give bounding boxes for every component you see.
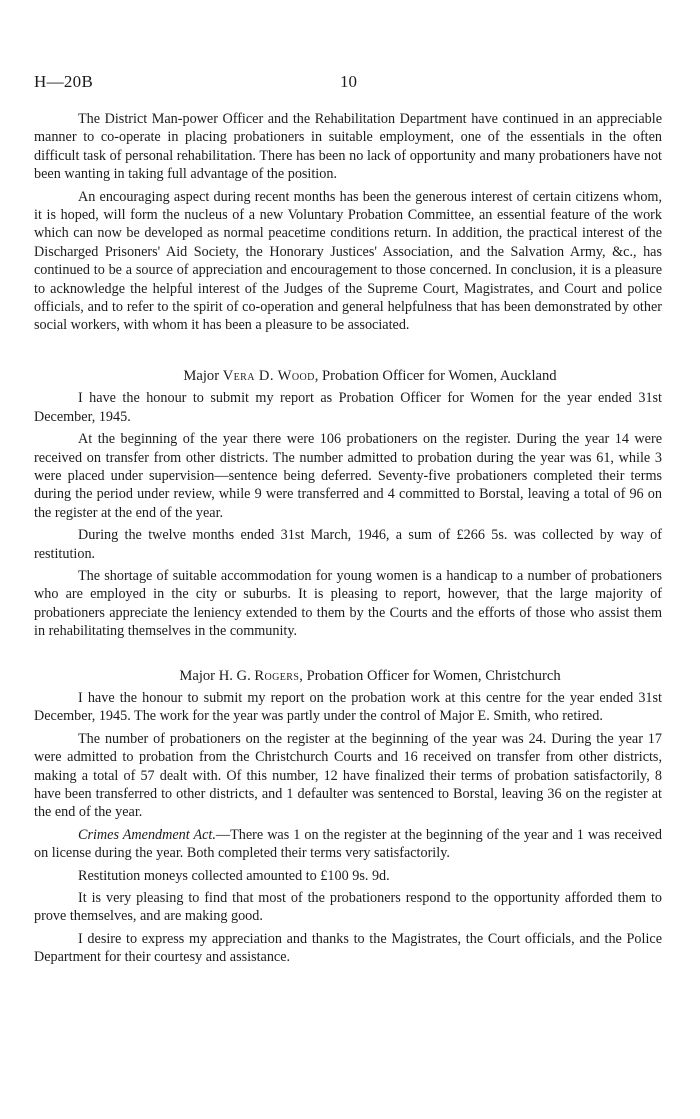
auckland-paragraph-2: At the beginning of the year there were 106 probationers on the register. During the year 14 were received on transfer from other districts. The number admitted to probation during the year was 61, while 3 were placed under supervision—sentence being deferred. Seventy-five probationers completed their terms during the period under review, while 9 were transferred and 4 committed to Borstal, leaving a total of 96 on the register at the end of the year. xyxy=(34,431,662,521)
christchurch-heading-suffix: , Probation Officer for Women, Christchurch xyxy=(299,667,561,684)
document-reference: H—20B xyxy=(34,72,94,91)
christchurch-officer-name: Rogers xyxy=(254,667,300,684)
christchurch-paragraph-3 xyxy=(34,826,662,863)
page-number: 10 xyxy=(340,72,357,91)
auckland-section-heading xyxy=(34,367,662,385)
christchurch-paragraph-1: I have the honour to submit my report on the probation work at this centre for the year ended 31st December, 1945. The work for the year was partly under the control of Major E. Smith, who retired. xyxy=(34,689,662,725)
christchurch-paragraph-6: I desire to express my appreciation and thanks to the Magistrates, the Court officials, and the Police Department for their courtesy and assistance. xyxy=(34,930,662,966)
auckland-paragraph-4: The shortage of suitable accommodation for young women is a handicap to a number of probationers who are employed in the city or suburbs. It is pleasing to report, however, that the large majority of probationers appreciate the leniency extended to them by the Courts and the efforts of those who assist them in rehabilitating themselves in the community. xyxy=(34,567,662,640)
intro-paragraph-2: An encouraging aspect during recent months has been the generous interest of certain citizens whom, it is hoped, will form the nucleus of a new Voluntary Probation Committee, an essential feature of the work which can now be developed as normal peacetime conditions return. In addition, the practical interest of the Discharged Prisoners' Aid Society, the Honorary Justices' Association, and the Salvation Army, &c., has continued to be a source of appreciation and encouragement to those concerned. In conclusion, it is a pleasure to acknowledge the helpful interest of the Judges of the Supreme Court, Magistrates, and Court and police officials, and to refer to the spirit of co-operation and general helpfulness that has been demonstrated by other social workers, with whom it has been a pleasure to be associated. xyxy=(34,188,662,334)
christchurch-paragraph-2: The number of probationers on the register at the beginning of the year was 24. During the year 17 were admitted to probation from the Christchurch Courts and 16 received on transfer from other districts, making a total of 57 dealt with. Of this number, 12 have finalized their terms of probation satisfactorily, 8 have been transferred to other districts, and 1 defaulter was sentenced to Borstal, leaving 36 on the register at the end of the year. xyxy=(34,730,662,821)
christchurch-section-heading xyxy=(34,667,662,685)
christchurch-paragraph-5: It is very pleasing to find that most of the probationers respond to the opportunity afforded them to prove themselves, and are making good. xyxy=(34,890,662,925)
page-header xyxy=(34,72,666,94)
document-body xyxy=(34,110,662,971)
act-name: Crimes Amendment Act. xyxy=(78,826,216,843)
act-paragraph-text: —There was 1 on the register at the beginning of the year and 1 was received on license during the year. Both completed their terms very satisfactorily. xyxy=(34,826,662,862)
auckland-heading-prefix: Major xyxy=(183,367,223,384)
auckland-officer-name: Vera D. Wood xyxy=(222,367,315,384)
christchurch-heading-prefix: Major H. G. xyxy=(179,667,255,684)
auckland-paragraph-3: During the twelve months ended 31st March, 1946, a sum of £266 5s. was collected by way of restitution. xyxy=(34,527,662,562)
auckland-paragraph-1: I have the honour to submit my report as Probation Officer for Women for the year ended 31st December, 1945. xyxy=(34,390,662,425)
intro-paragraph-1: The District Man-power Officer and the Rehabilitation Department have continued in an appreciable manner to co-operate in placing probationers in suitable employment, one of the essentials in the often difficult task of personal rehabilitation. There has been no lack of opportunity and many probationers have not been wanting in taking full advantage of the position. xyxy=(34,111,662,183)
christchurch-paragraph-4: Restitution moneys collected amounted to £100 9s. 9d. xyxy=(78,867,390,884)
auckland-heading-suffix: , Probation Officer for Women, Auckland xyxy=(314,367,557,384)
